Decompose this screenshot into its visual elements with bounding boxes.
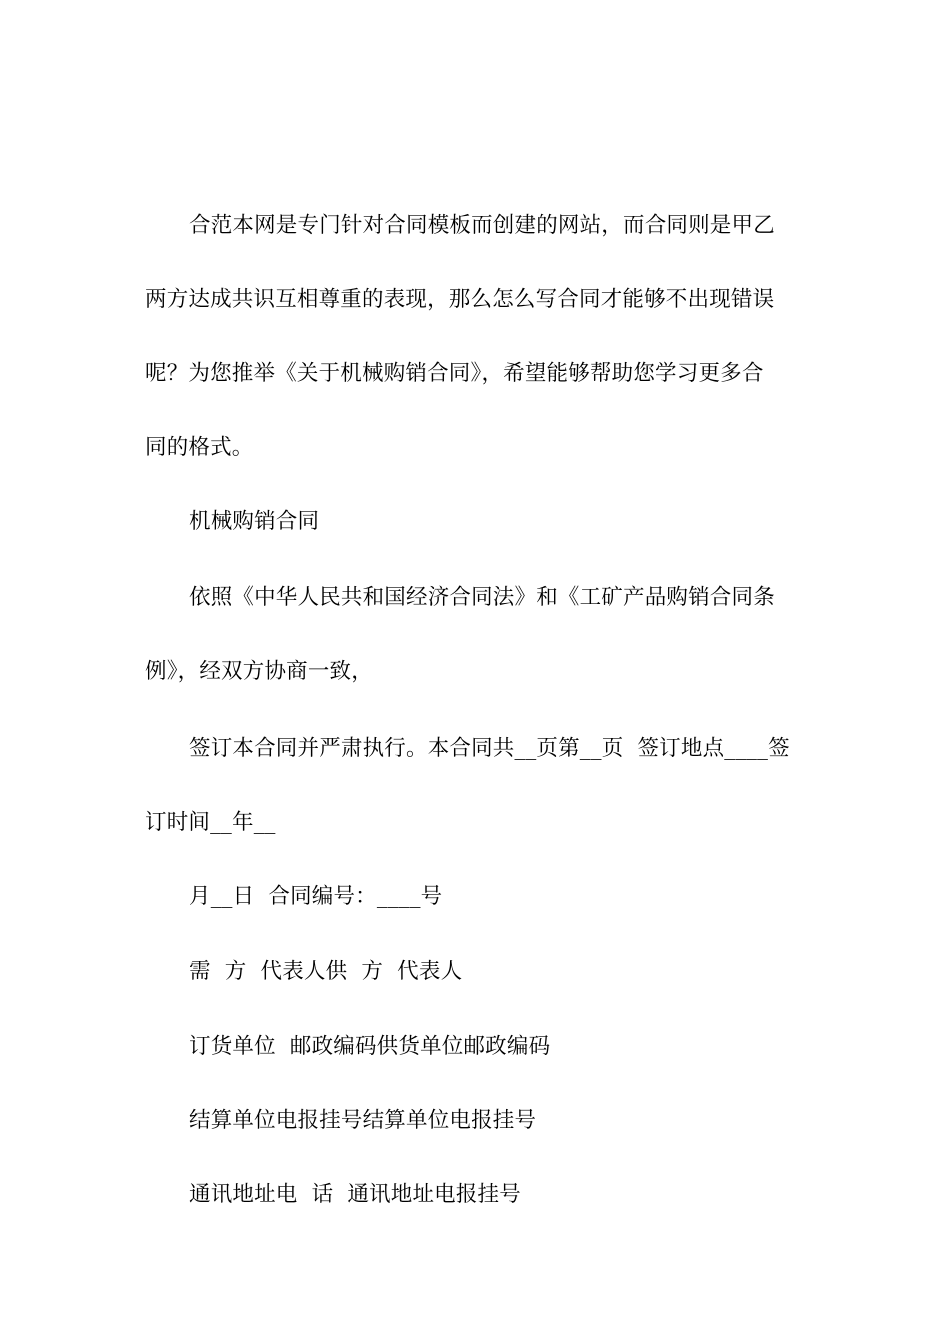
- intro-line-2: 两方达成共识互相尊重的表现，那么怎么写合同才能够不出现错误: [145, 287, 775, 312]
- address-line: 通讯地址电 话 通讯地址电报挂号: [189, 1182, 521, 1207]
- basis-line-2: 例》，经双方协商一致，: [145, 659, 373, 684]
- settlement-line: 结算单位电报挂号结算单位电报挂号: [189, 1108, 537, 1133]
- parties-line: 需 方 代表人供 方 代表人: [189, 959, 463, 984]
- unit-postcode-line: 订货单位 邮政编码供货单位邮政编码: [189, 1034, 551, 1059]
- basis-line-1: 依照《中华人民共和国经济合同法》和《工矿产品购销合同条: [189, 585, 775, 610]
- intro-line-4: 同的格式。: [145, 435, 254, 460]
- contract-title: 机械购销合同: [189, 509, 320, 534]
- signing-line-2: 订时间__年__: [145, 810, 276, 835]
- date-number-line: 月__日 合同编号：____号: [189, 884, 443, 909]
- intro-line-3: 呢？为您推举《关于机械购销合同》，希望能够帮助您学习更多合: [145, 361, 764, 386]
- intro-line-1: 合范本网是专门针对合同模板而创建的网站，而合同则是甲乙: [189, 213, 775, 238]
- signing-line-1: 签订本合同并严肃执行。本合同共__页第__页 签订地点____签: [189, 736, 790, 761]
